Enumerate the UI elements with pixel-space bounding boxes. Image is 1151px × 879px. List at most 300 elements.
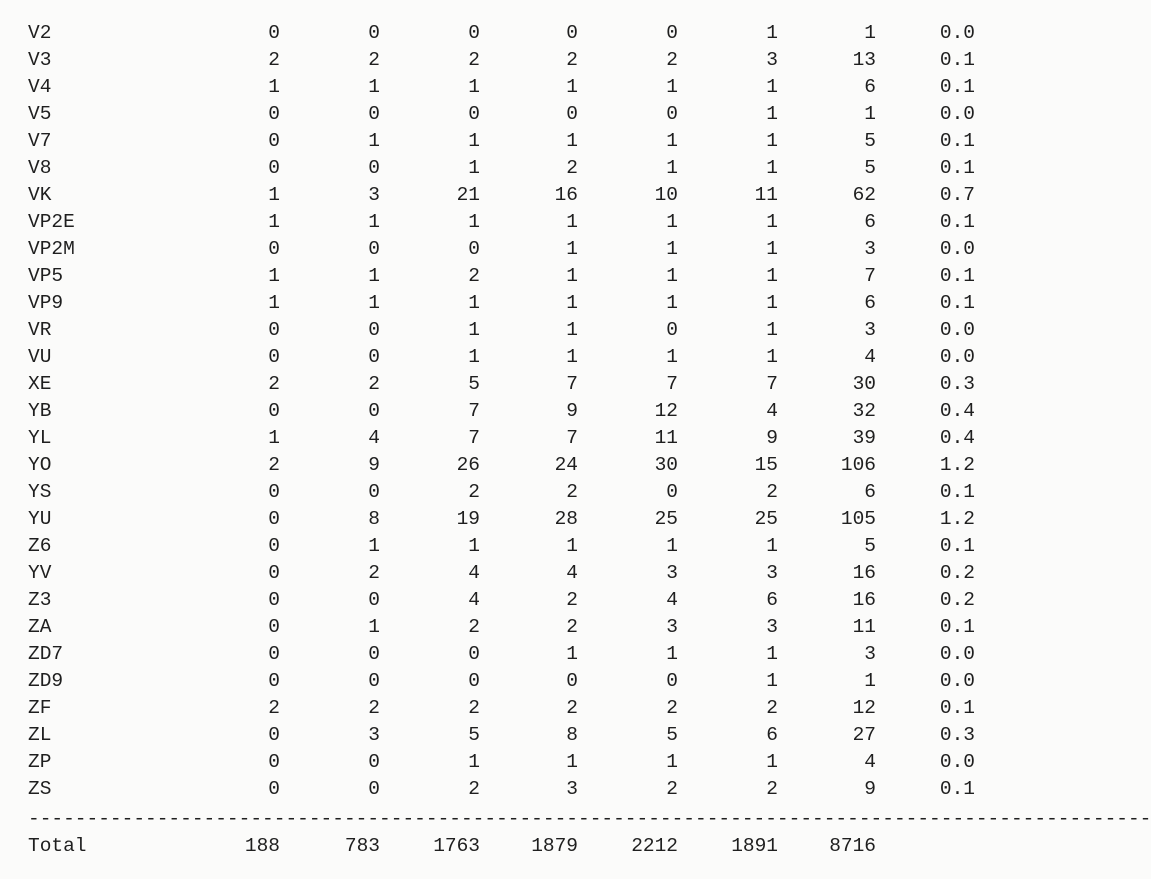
value-cell: 1 [766,103,778,125]
value-cell: 2 [268,49,280,71]
value-cell: 9 [566,400,578,422]
value-cell: 1 [666,346,678,368]
value-cell: 1 [666,211,678,233]
value-cell: 3 [766,49,778,71]
table-row [0,587,1000,614]
value-cell: 1 [766,670,778,692]
percent-cell: 0.1 [939,157,975,179]
value-cell: 0 [368,778,380,800]
row-code: V4 [28,76,52,98]
value-cell: 3 [368,184,380,206]
value-cell: 11 [754,184,778,206]
value-cell: 0 [268,643,280,665]
value-cell: 28 [554,508,578,530]
row-code: XE [28,373,52,395]
value-cell: 0 [666,481,678,503]
value-cell: 2 [468,697,480,719]
value-cell: 2 [666,778,678,800]
value-cell: 3 [666,616,678,638]
value-cell: 15 [754,454,778,476]
value-cell: 9 [766,427,778,449]
row-total-cell: 3 [864,319,876,341]
value-cell: 7 [766,373,778,395]
value-cell: 10 [654,184,678,206]
value-cell: 1 [268,184,280,206]
value-cell: 0 [368,319,380,341]
value-cell: 4 [566,562,578,584]
value-cell: 16 [554,184,578,206]
value-cell: 1 [766,643,778,665]
value-cell: 1 [566,751,578,773]
value-cell: 0 [268,778,280,800]
value-cell: 1 [566,319,578,341]
percent-cell: 1.2 [939,508,975,530]
value-cell: 2 [766,697,778,719]
value-cell: 0 [368,481,380,503]
value-cell: 7 [566,373,578,395]
value-cell: 1 [566,238,578,260]
row-code: VP2M [28,238,75,260]
value-cell: 0 [268,319,280,341]
row-code: V5 [28,103,52,125]
percent-cell: 0.0 [939,346,975,368]
value-cell: 4 [468,562,480,584]
value-cell: 1 [666,535,678,557]
row-total-cell: 6 [864,211,876,233]
value-cell: 0 [268,481,280,503]
row-code: ZD7 [28,643,64,665]
value-cell: 1 [766,751,778,773]
value-cell: 2 [766,778,778,800]
value-cell: 1 [468,346,480,368]
row-code: VP9 [28,292,64,314]
row-total-cell: 62 [852,184,876,206]
percent-cell: 0.1 [939,130,975,152]
row-total-cell: 30 [852,373,876,395]
row-total-cell: 6 [864,76,876,98]
value-cell: 1 [766,535,778,557]
row-code: YO [28,454,52,476]
total-row [0,833,1000,860]
total-cell: 8716 [829,835,876,857]
value-cell: 0 [368,22,380,44]
value-cell: 21 [456,184,480,206]
table-row [0,668,1000,695]
value-cell: 4 [468,589,480,611]
value-cell: 1 [666,76,678,98]
row-code: VK [28,184,52,206]
table-divider: ------------------------------------------------------------------------------------------------ [28,808,1151,830]
table-row [0,209,1000,236]
value-cell: 0 [268,589,280,611]
value-cell: 2 [566,49,578,71]
value-cell: 3 [666,562,678,584]
percent-cell: 0.1 [939,265,975,287]
value-cell: 0 [666,319,678,341]
row-code: ZS [28,778,52,800]
value-cell: 9 [368,454,380,476]
value-cell: 0 [268,130,280,152]
value-cell: 2 [268,454,280,476]
value-cell: 1 [766,319,778,341]
value-cell: 2 [368,697,380,719]
total-cell: 1763 [433,835,480,857]
row-total-cell: 7 [864,265,876,287]
value-cell: 1 [666,751,678,773]
value-cell: 1 [666,643,678,665]
value-cell: 1 [268,76,280,98]
percent-cell: 0.1 [939,481,975,503]
value-cell: 4 [766,400,778,422]
row-total-cell: 16 [852,589,876,611]
value-cell: 5 [468,373,480,395]
value-cell: 2 [468,49,480,71]
total-cell: 1879 [531,835,578,857]
value-cell: 1 [566,211,578,233]
row-code: ZF [28,697,52,719]
value-cell: 0 [268,535,280,557]
value-cell: 1 [566,643,578,665]
percent-cell: 0.0 [939,319,975,341]
value-cell: 1 [566,535,578,557]
value-cell: 7 [468,427,480,449]
row-total-cell: 3 [864,643,876,665]
total-cell: 783 [344,835,380,857]
value-cell: 5 [666,724,678,746]
row-code: YS [28,481,52,503]
row-total-cell: 13 [852,49,876,71]
row-code: YU [28,508,52,530]
value-cell: 0 [368,751,380,773]
row-code: V3 [28,49,52,71]
value-cell: 8 [368,508,380,530]
value-cell: 0 [468,643,480,665]
percent-cell: 0.0 [939,643,975,665]
table-row [0,722,1000,749]
percent-cell: 0.4 [939,427,975,449]
value-cell: 1 [268,292,280,314]
row-total-cell: 27 [852,724,876,746]
value-cell: 1 [468,76,480,98]
value-cell: 25 [654,508,678,530]
row-total-cell: 16 [852,562,876,584]
value-cell: 0 [268,724,280,746]
value-cell: 0 [368,238,380,260]
value-cell: 30 [654,454,678,476]
value-cell: 0 [368,346,380,368]
value-cell: 0 [268,346,280,368]
percent-cell: 0.1 [939,535,975,557]
table-row [0,695,1000,722]
value-cell: 2 [566,481,578,503]
value-cell: 1 [368,76,380,98]
table-row [0,101,1000,128]
table-row [0,614,1000,641]
row-total-cell: 6 [864,292,876,314]
table-row [0,371,1000,398]
value-cell: 7 [468,400,480,422]
row-total-cell: 105 [840,508,876,530]
percent-cell: 0.4 [939,400,975,422]
value-cell: 0 [268,508,280,530]
value-cell: 24 [554,454,578,476]
percent-cell: 0.1 [939,292,975,314]
percent-cell: 0.3 [939,373,975,395]
value-cell: 0 [268,670,280,692]
row-total-cell: 9 [864,778,876,800]
value-cell: 0 [268,157,280,179]
value-cell: 1 [368,292,380,314]
row-total-cell: 1 [864,670,876,692]
value-cell: 1 [468,292,480,314]
value-cell: 2 [368,373,380,395]
value-cell: 7 [666,373,678,395]
value-cell: 3 [766,616,778,638]
row-code: ZD9 [28,670,64,692]
row-total-cell: 12 [852,697,876,719]
value-cell: 3 [566,778,578,800]
value-cell: 0 [566,670,578,692]
table-row [0,506,1000,533]
row-total-cell: 11 [852,616,876,638]
row-total-cell: 5 [864,535,876,557]
value-cell: 3 [766,562,778,584]
value-cell: 4 [368,427,380,449]
value-cell: 1 [566,292,578,314]
value-cell: 0 [666,22,678,44]
percent-cell: 0.1 [939,778,975,800]
percent-cell: 0.1 [939,616,975,638]
value-cell: 2 [368,562,380,584]
table-row [0,290,1000,317]
value-cell: 2 [566,589,578,611]
row-total-cell: 1 [864,103,876,125]
percent-cell: 0.0 [939,238,975,260]
table-row [0,263,1000,290]
value-cell: 2 [666,49,678,71]
row-total-cell: 3 [864,238,876,260]
table-row [0,47,1000,74]
value-cell: 0 [566,103,578,125]
percent-cell: 0.1 [939,697,975,719]
value-cell: 1 [766,130,778,152]
value-cell: 11 [654,427,678,449]
value-cell: 0 [268,400,280,422]
value-cell: 1 [368,535,380,557]
value-cell: 19 [456,508,480,530]
value-cell: 1 [766,76,778,98]
table-row [0,533,1000,560]
total-cell: 2212 [631,835,678,857]
value-cell: 1 [566,130,578,152]
value-cell: 1 [766,265,778,287]
value-cell: 1 [766,238,778,260]
table-row [0,776,1000,803]
value-cell: 1 [368,616,380,638]
row-code: Z6 [28,535,52,557]
percent-cell: 0.2 [939,562,975,584]
value-cell: 0 [468,103,480,125]
value-cell: 0 [368,400,380,422]
value-cell: 2 [766,481,778,503]
value-cell: 0 [268,22,280,44]
value-cell: 0 [268,562,280,584]
value-cell: 0 [268,616,280,638]
row-total-cell: 4 [864,346,876,368]
value-cell: 0 [368,643,380,665]
value-cell: 4 [666,589,678,611]
value-cell: 1 [766,157,778,179]
value-cell: 0 [268,103,280,125]
value-cell: 1 [268,265,280,287]
value-cell: 1 [468,319,480,341]
table-row [0,398,1000,425]
value-cell: 0 [368,589,380,611]
value-cell: 1 [766,22,778,44]
table-row [0,182,1000,209]
value-cell: 1 [268,427,280,449]
value-cell: 1 [666,238,678,260]
percent-cell: 0.0 [939,103,975,125]
value-cell: 2 [468,778,480,800]
value-cell: 1 [666,157,678,179]
value-cell: 6 [766,724,778,746]
row-total-cell: 106 [840,454,876,476]
row-code: VP5 [28,265,64,287]
value-cell: 1 [368,130,380,152]
value-cell: 2 [566,697,578,719]
total-cell: 188 [244,835,280,857]
value-cell: 0 [368,670,380,692]
row-total-cell: 39 [852,427,876,449]
value-cell: 0 [468,22,480,44]
value-cell: 0 [268,751,280,773]
row-code: ZL [28,724,52,746]
value-cell: 0 [566,22,578,44]
table-row [0,74,1000,101]
value-cell: 1 [766,211,778,233]
value-cell: 0 [468,670,480,692]
value-cell: 2 [566,616,578,638]
row-code: VR [28,319,52,341]
value-cell: 6 [766,589,778,611]
row-code: YV [28,562,52,584]
value-cell: 1 [368,211,380,233]
row-total-cell: 4 [864,751,876,773]
percent-cell: 0.2 [939,589,975,611]
table-row [0,20,1000,47]
value-cell: 0 [468,238,480,260]
value-cell: 0 [268,238,280,260]
table-row [0,749,1000,776]
value-cell: 2 [468,265,480,287]
value-cell: 1 [666,292,678,314]
row-code: VP2E [28,211,75,233]
value-cell: 1 [468,211,480,233]
percent-cell: 0.1 [939,211,975,233]
percent-cell: 0.0 [939,751,975,773]
value-cell: 1 [666,265,678,287]
value-cell: 2 [268,373,280,395]
value-cell: 2 [268,697,280,719]
table-row [0,425,1000,452]
value-cell: 1 [666,130,678,152]
row-code: V7 [28,130,52,152]
row-code: VU [28,346,52,368]
total-label: Total [28,835,87,857]
value-cell: 2 [566,157,578,179]
row-total-cell: 5 [864,130,876,152]
percent-cell: 0.1 [939,76,975,98]
row-code: V2 [28,22,52,44]
value-cell: 12 [654,400,678,422]
row-code: V8 [28,157,52,179]
table-row [0,560,1000,587]
row-code: Z3 [28,589,52,611]
value-cell: 7 [566,427,578,449]
value-cell: 0 [666,670,678,692]
value-cell: 25 [754,508,778,530]
value-cell: 5 [468,724,480,746]
row-code: YB [28,400,52,422]
row-total-cell: 5 [864,157,876,179]
table-row [0,452,1000,479]
row-code: YL [28,427,52,449]
row-code: ZP [28,751,52,773]
table-row [0,317,1000,344]
table-row [0,344,1000,371]
table-row [0,641,1000,668]
percent-cell: 0.0 [939,22,975,44]
row-code: ZA [28,616,52,638]
percent-cell: 0.0 [939,670,975,692]
value-cell: 2 [666,697,678,719]
total-cell: 1891 [731,835,778,857]
row-total-cell: 1 [864,22,876,44]
value-cell: 2 [468,616,480,638]
value-cell: 1 [468,751,480,773]
value-cell: 1 [766,292,778,314]
value-cell: 0 [368,157,380,179]
table-row [0,236,1000,263]
value-cell: 26 [456,454,480,476]
value-cell: 0 [368,103,380,125]
value-cell: 1 [368,265,380,287]
value-cell: 8 [566,724,578,746]
value-cell: 1 [468,157,480,179]
value-cell: 2 [368,49,380,71]
value-cell: 0 [666,103,678,125]
value-cell: 1 [766,346,778,368]
row-total-cell: 6 [864,481,876,503]
percent-cell: 1.2 [939,454,975,476]
table-row [0,128,1000,155]
table-row [0,479,1000,506]
percent-cell: 0.1 [939,49,975,71]
table-row [0,155,1000,182]
value-cell: 1 [268,211,280,233]
value-cell: 3 [368,724,380,746]
row-total-cell: 32 [852,400,876,422]
value-cell: 1 [566,346,578,368]
percent-cell: 0.3 [939,724,975,746]
value-cell: 1 [468,535,480,557]
percent-cell: 0.7 [939,184,975,206]
value-cell: 1 [566,76,578,98]
value-cell: 1 [468,130,480,152]
value-cell: 2 [468,481,480,503]
value-cell: 1 [566,265,578,287]
